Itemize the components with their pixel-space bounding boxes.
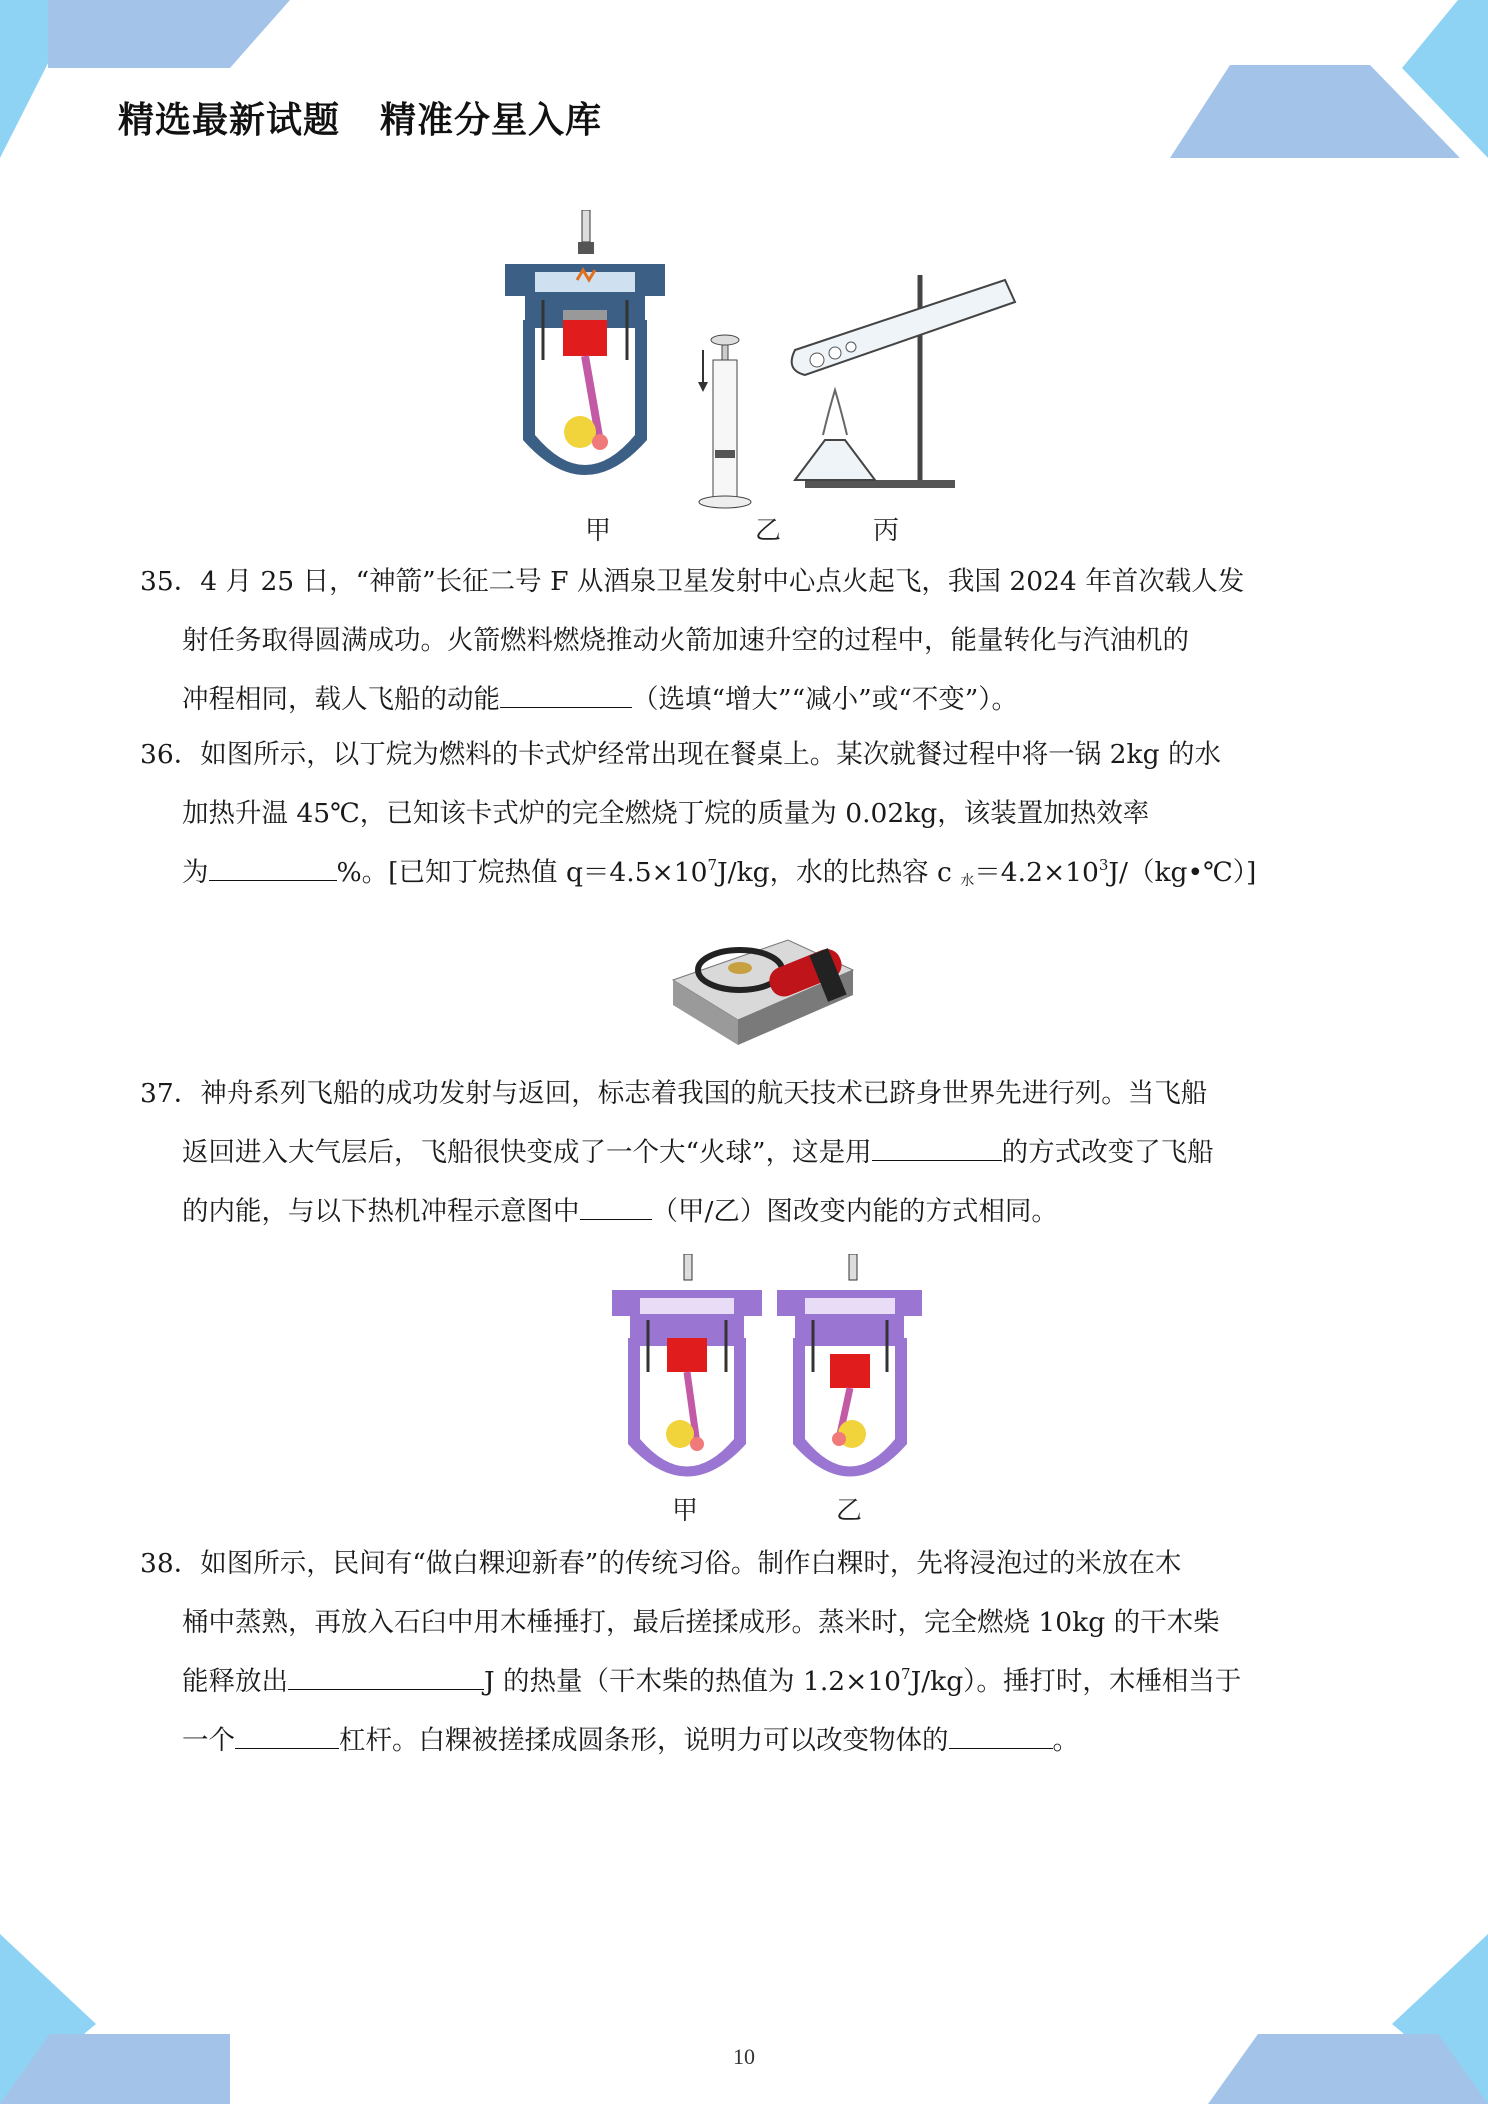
engine-strokes-label-jia: 甲 bbox=[672, 1496, 699, 1526]
answer-blank-37-1[interactable] bbox=[872, 1130, 1002, 1161]
question-35-number: 35． bbox=[140, 566, 201, 597]
question-35-line-1: 35．4 月 25 日，“神箭”长征二号 F 从酒泉卫星发射中心点火起飞，我国 2024 年首次载人发 bbox=[140, 566, 1245, 597]
answer-blank-36[interactable] bbox=[209, 850, 337, 881]
question-36-line-2: 加热升温 45℃，已知该卡式炉的完全燃烧丁烷的质量为 0.02kg，该装置加热效率 bbox=[182, 798, 1150, 829]
engine-strokes-figure bbox=[612, 1254, 922, 1524]
question-36-line-3: 为 %。[已知丁烷热值 $q=4.5\times 10^7J/kg$，水的比热容 c $_水=4.2\times 10^3J/(kg•℃)$] bbox=[140, 843, 1350, 902]
question-37-line-1: 37．神舟系列飞船的成功发射与返回，标志着我国的航天技术已跻身世界先进行列。当飞船 bbox=[140, 1078, 1208, 1109]
top-figure-label-yi: 乙 bbox=[755, 516, 782, 546]
question-38-line-4: 一个 杠杆。白粿被搓揉成圆条形，说明力可以改变物体的 。 bbox=[140, 1711, 1350, 1770]
engine-strokes-label-yi: 乙 bbox=[836, 1496, 863, 1526]
question-37-line-3: 的内能，与以下热机冲程示意图中 （甲/乙）图改变内能的方式相同。 bbox=[140, 1182, 1350, 1241]
answer-blank-37-2[interactable] bbox=[580, 1189, 652, 1220]
test-tube-bing-illustration bbox=[792, 275, 1015, 488]
page-number: 10 bbox=[733, 2044, 755, 2069]
header-title bbox=[118, 92, 602, 143]
engine-stroke-jia-illustration bbox=[612, 1254, 762, 1477]
top-figure-label-bing: 丙 bbox=[873, 516, 900, 546]
top-figure-drawing bbox=[505, 210, 1025, 545]
question-35-line-2: 射任务取得圆满成功。火箭燃料燃烧推动火箭加速升空的过程中，能量转化与汽油机的 bbox=[182, 625, 1189, 656]
syringe-yi-illustration bbox=[698, 335, 751, 508]
question-37 bbox=[140, 1064, 1350, 1241]
question-38-line-2: 桶中蒸熟，再放入石臼中用木棰捶打，最后搓揉成形。蒸米时，完全燃烧 10kg 的干木柴 bbox=[182, 1607, 1220, 1638]
bottom-right-decoration bbox=[1188, 1934, 1488, 2104]
question-38-number: 38． bbox=[140, 1548, 201, 1579]
header-title-left: 精选最新试题 bbox=[118, 100, 341, 141]
bottom-left-decoration bbox=[0, 1934, 300, 2104]
engine-stroke-yi-illustration bbox=[777, 1254, 922, 1477]
top-right-decoration bbox=[1170, 0, 1488, 160]
answer-blank-35[interactable] bbox=[500, 677, 632, 708]
question-36 bbox=[140, 725, 1350, 902]
top-figure-label-jia: 甲 bbox=[585, 516, 612, 546]
engine-jia-illustration bbox=[505, 210, 665, 475]
answer-blank-38-1[interactable] bbox=[288, 1659, 484, 1690]
question-37-number: 37． bbox=[140, 1078, 201, 1109]
question-38-line-3: 能释放出 J 的热量（干木柴的热值为 $1.2\times 10^7J/kg$）。捶打时，木棰相当于 bbox=[140, 1652, 1350, 1711]
top-figure bbox=[505, 210, 1025, 545]
question-38-line-1: 38．如图所示，民间有“做白粿迎新春”的传统习俗。制作白粿时，先将浸泡过的米放在木 bbox=[140, 1548, 1182, 1579]
question-37-line-2: 返回进入大气层后，飞船很快变成了一个大“火球”，这是用 的方式改变了飞船 bbox=[140, 1123, 1350, 1182]
header-title-right: 精准分星入库 bbox=[380, 100, 603, 141]
cassette-stove-illustration bbox=[668, 910, 858, 1052]
question-38 bbox=[140, 1534, 1350, 1770]
cassette-stove-figure bbox=[668, 910, 858, 1052]
question-36-number: 36． bbox=[140, 739, 201, 770]
question-36-line-1: 36．如图所示，以丁烷为燃料的卡式炉经常出现在餐桌上。某次就餐过程中将一锅 2kg 的水 bbox=[140, 739, 1221, 770]
question-35-line-3: 冲程相同，载人飞船的动能 （选填“增大”“减小”或“不变”）。 bbox=[140, 670, 1350, 729]
answer-blank-38-2[interactable] bbox=[235, 1718, 339, 1749]
question-35 bbox=[140, 552, 1350, 729]
answer-blank-38-3[interactable] bbox=[949, 1718, 1053, 1749]
engine-strokes-drawing bbox=[612, 1254, 922, 1489]
